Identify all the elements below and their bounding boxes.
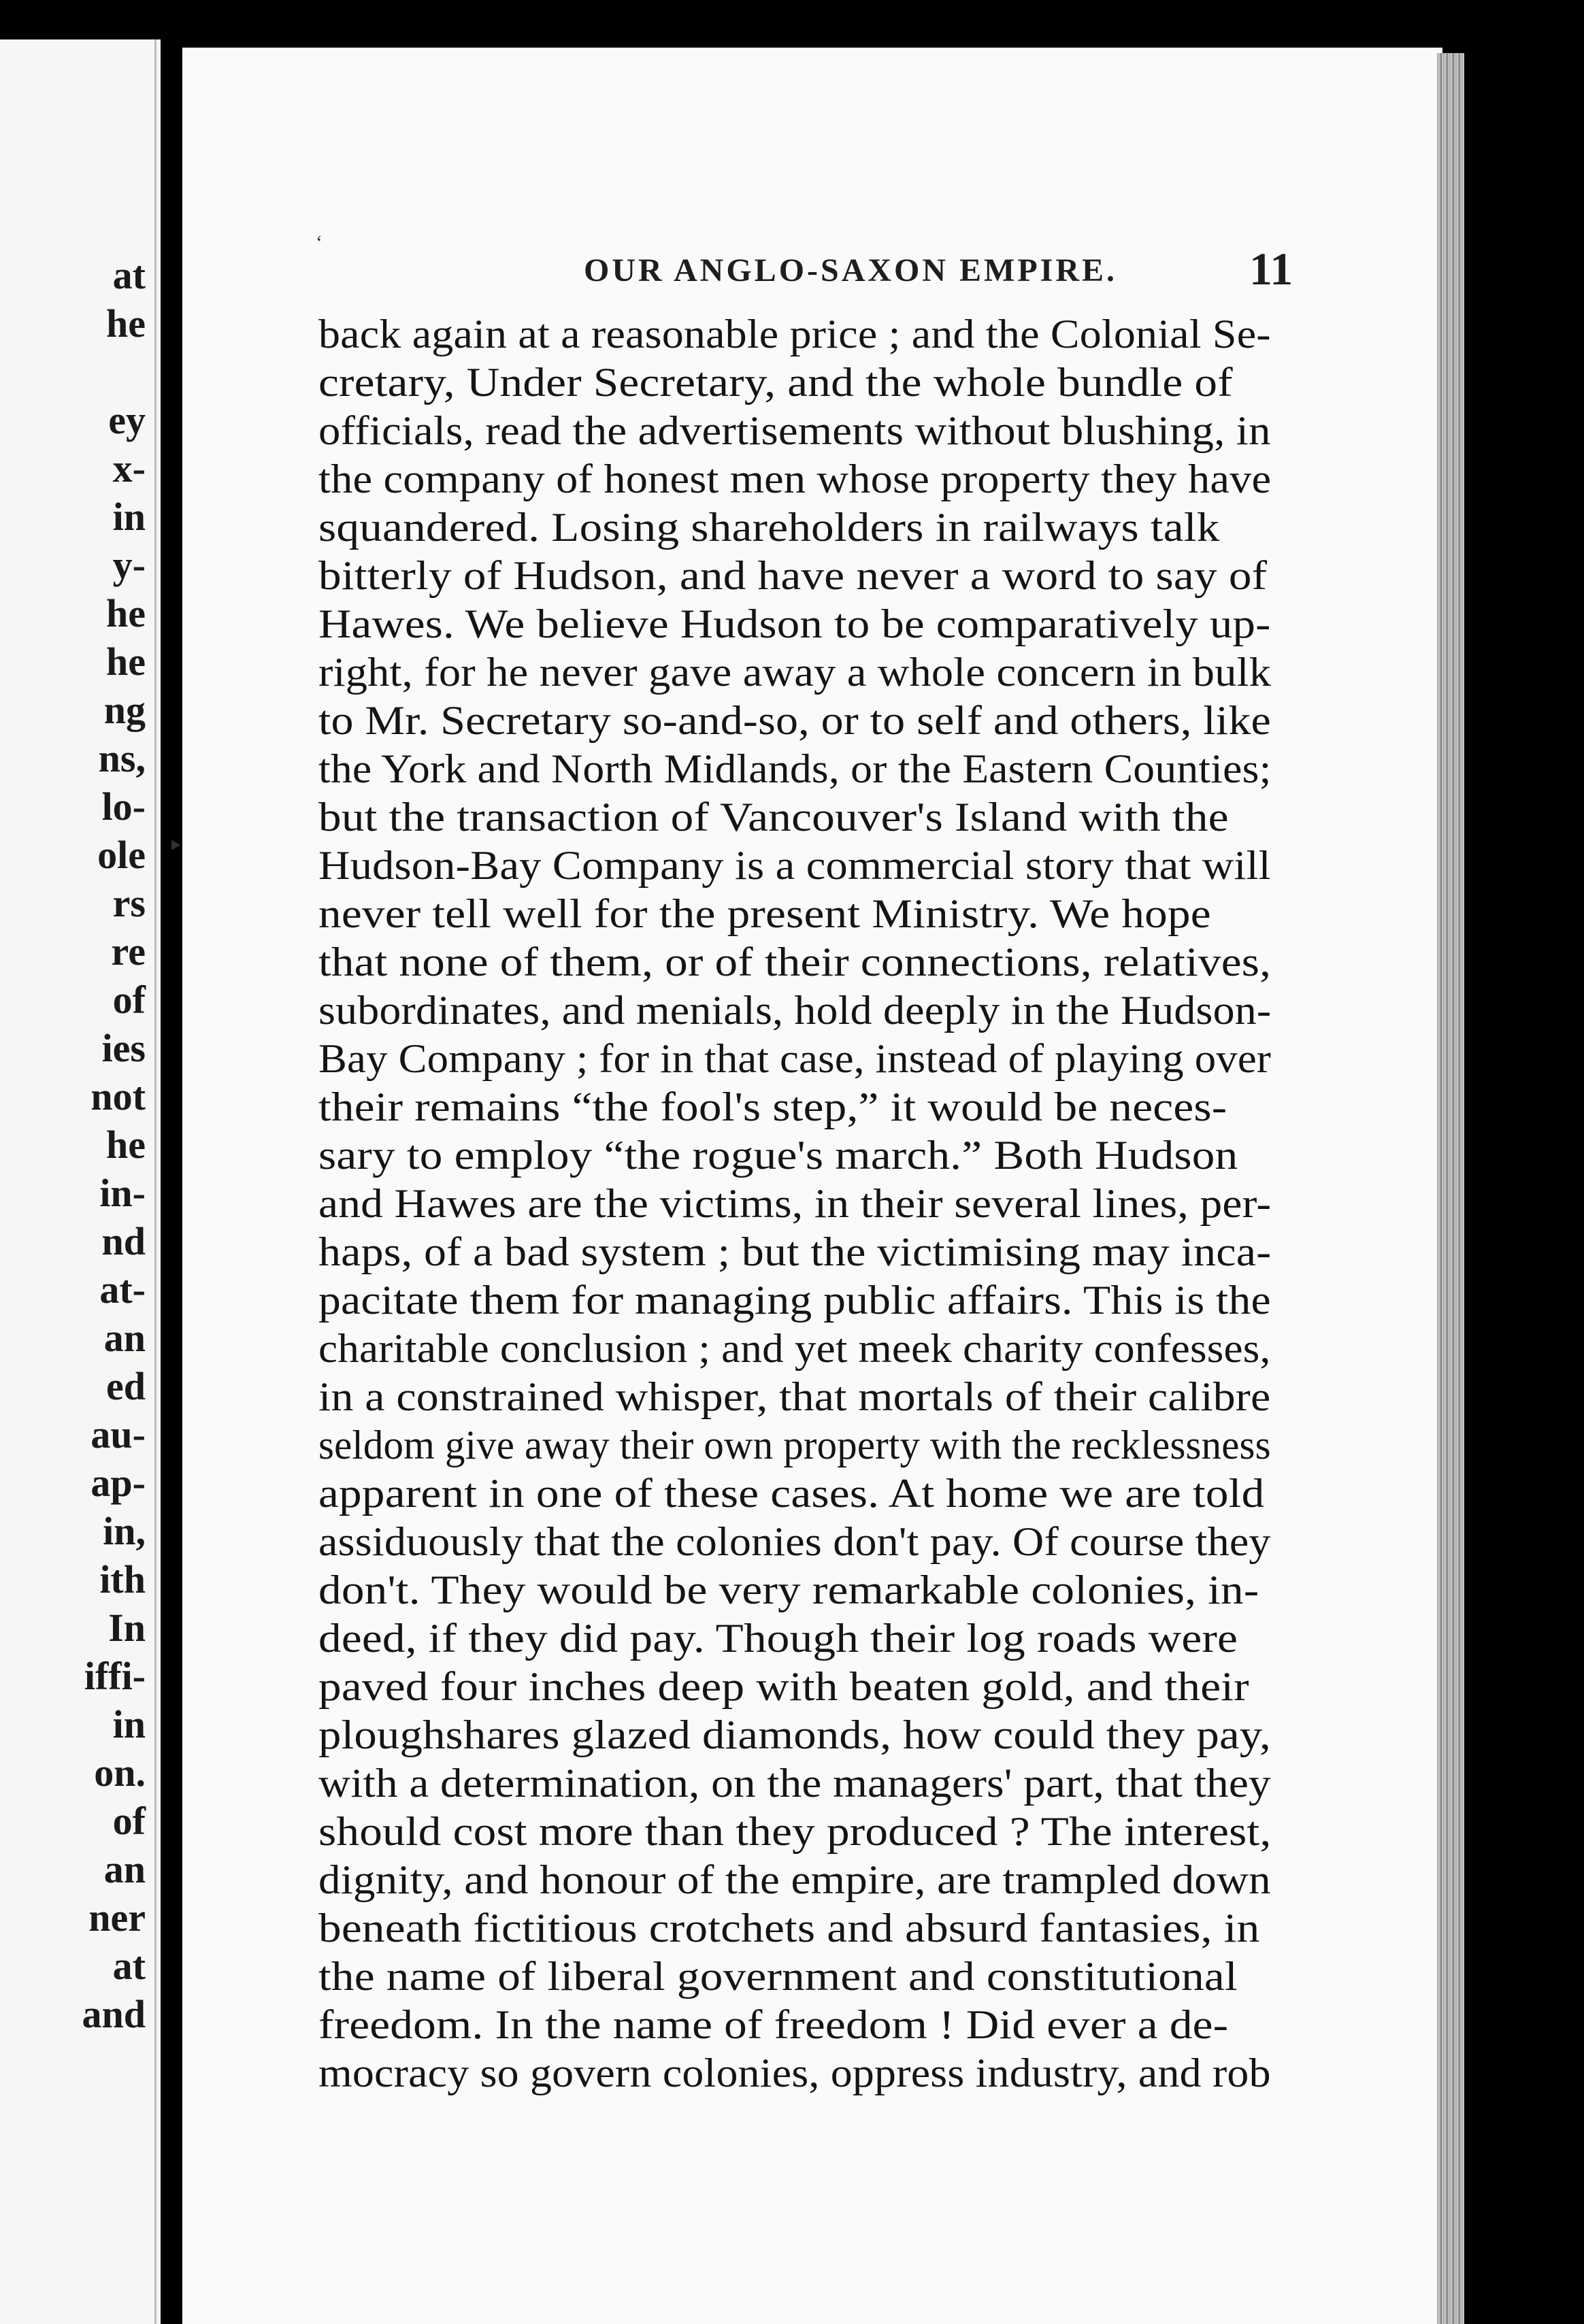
adjacent-text-fragment: on. bbox=[94, 1750, 146, 1795]
text-line: the company of honest men whose property they have bbox=[318, 456, 1272, 501]
page-number: 11 bbox=[1249, 243, 1293, 295]
text-line: apparent in one of these cases. At home we are told bbox=[318, 1471, 1265, 1516]
adjacent-text-fragment: ng bbox=[103, 688, 146, 732]
text-line: haps, of a bad system ; but the victimising may inca- bbox=[318, 1229, 1272, 1274]
text-line: the York and North Midlands, or the Eastern Counties; bbox=[318, 746, 1272, 791]
adjacent-text-fragment: ole bbox=[97, 833, 146, 877]
adjacent-page-text bbox=[0, 39, 161, 2324]
adjacent-text-fragment: at bbox=[112, 1944, 146, 1988]
text-line: Hawes. We believe Hudson to be comparatively up- bbox=[318, 601, 1271, 646]
text-line: freedom. In the name of freedom ! Did ever a de- bbox=[318, 2002, 1229, 2047]
adjacent-text-fragment: ey bbox=[108, 398, 146, 442]
text-line: never tell well for the present Ministry. We hope bbox=[318, 891, 1211, 936]
text-line: dignity, and honour of the empire, are trampled down bbox=[318, 1857, 1271, 1902]
stray-mark: ‘ bbox=[316, 231, 323, 254]
text-line: charitable conclusion ; and yet meek charity confesses, bbox=[318, 1326, 1271, 1371]
text-line: back again at a reasonable price ; and the Colonial Se- bbox=[318, 312, 1271, 356]
text-line: sary to employ “the rogue's march.” Both Hudson bbox=[318, 1133, 1238, 1178]
adjacent-text-fragment: ies bbox=[101, 1026, 146, 1070]
adjacent-text-fragment: nd bbox=[101, 1219, 146, 1263]
adjacent-text-fragment: he bbox=[106, 591, 146, 635]
text-line: paved four inches deep with beaten gold, and their bbox=[318, 1664, 1249, 1709]
text-line: don't. They would be very remarkable colonies, in- bbox=[318, 1567, 1259, 1612]
adjacent-text-fragment: of bbox=[112, 978, 146, 1022]
body-text bbox=[318, 310, 1271, 2097]
text-line: the name of liberal government and constitutional bbox=[318, 1954, 1238, 1999]
text-line: officials, read the advertisements without blushing, in bbox=[318, 408, 1271, 453]
adjacent-text-fragment: he bbox=[106, 640, 146, 684]
stray-mark: ‣ bbox=[167, 831, 184, 861]
text-line: ploughshares glazed diamonds, how could they pay, bbox=[318, 1712, 1271, 1757]
adjacent-text-fragment: in bbox=[112, 1702, 146, 1746]
text-line: mocracy so govern colonies, oppress industry, and rob bbox=[318, 2051, 1271, 2095]
text-line: with a determination, on the managers' part, that they bbox=[318, 1761, 1271, 1806]
adjacent-text-fragment: at- bbox=[99, 1267, 146, 1312]
adjacent-text-fragment: au- bbox=[90, 1412, 146, 1457]
page-edges bbox=[1437, 53, 1464, 2324]
adjacent-text-fragment: ns, bbox=[98, 736, 146, 780]
adjacent-text-fragment: of bbox=[112, 1799, 146, 1843]
text-line: seldom give away their own property with the recklessness bbox=[318, 1423, 1271, 1467]
adjacent-text-fragment: re bbox=[111, 929, 146, 974]
text-line: subordinates, and menials, hold deeply in the Hudson- bbox=[318, 988, 1272, 1033]
text-line: in a constrained whisper, that mortals of their calibre bbox=[318, 1374, 1271, 1419]
text-line: bitterly of Hudson, and have never a word to say of bbox=[318, 553, 1268, 598]
adjacent-text-fragment: ner bbox=[88, 1895, 146, 1940]
text-line: their remains “the fool's step,” it would be neces- bbox=[318, 1084, 1227, 1129]
adjacent-text-fragment: in bbox=[112, 495, 146, 539]
adjacent-text-fragment: lo- bbox=[101, 784, 146, 829]
adjacent-text-fragment: x- bbox=[112, 446, 146, 491]
adjacent-text-fragment: ith bbox=[99, 1557, 146, 1601]
adjacent-text-fragment: at bbox=[112, 253, 146, 297]
adjacent-text-fragment: iffi- bbox=[84, 1654, 146, 1698]
book-gutter bbox=[161, 0, 185, 2324]
text-line: right, for he never gave away a whole concern in bulk bbox=[318, 650, 1272, 695]
adjacent-text-fragment: not bbox=[90, 1074, 146, 1118]
adjacent-text-fragment: an bbox=[103, 1316, 146, 1360]
running-head: OUR ANGLO-SAXON EMPIRE. bbox=[584, 252, 1118, 288]
text-line: cretary, Under Secretary, and the whole bundle of bbox=[318, 360, 1233, 405]
text-line: to Mr. Secretary so-and-so, or to self and others, like bbox=[318, 698, 1272, 743]
adjacent-page bbox=[0, 39, 161, 2324]
book-page bbox=[167, 48, 1442, 2324]
adjacent-text-fragment: in- bbox=[99, 1171, 146, 1215]
text-line: deed, if they did pay. Though their log roads were bbox=[318, 1616, 1238, 1661]
adjacent-text-fragment: ap- bbox=[90, 1461, 146, 1505]
text-line: Hudson-Bay Company is a commercial story that will bbox=[318, 843, 1271, 888]
adjacent-text-fragment: rs bbox=[112, 881, 146, 925]
text-line: but the transaction of Vancouver's Island with the bbox=[318, 795, 1229, 840]
text-line: and Hawes are the victims, in their several lines, per- bbox=[318, 1181, 1272, 1226]
text-line: beneath fictitious crotchets and absurd fantasies, in bbox=[318, 1906, 1260, 1950]
text-line: assiduously that the colonies don't pay. Of course they bbox=[318, 1519, 1271, 1564]
adjacent-text-fragment: and bbox=[82, 1992, 146, 2036]
adjacent-text-fragment: In bbox=[108, 1606, 146, 1650]
adjacent-text-fragment: in, bbox=[103, 1509, 146, 1553]
text-line: squandered. Losing shareholders in railways talk bbox=[318, 505, 1220, 550]
adjacent-text-fragment: an bbox=[103, 1847, 146, 1891]
page-fold-shadow bbox=[154, 39, 156, 2324]
text-line: pacitate them for managing public affairs. This is the bbox=[318, 1278, 1271, 1323]
scan-background bbox=[1464, 0, 1584, 2324]
adjacent-text-fragment: y- bbox=[112, 543, 146, 587]
text-line: should cost more than they produced ? The interest, bbox=[318, 1809, 1272, 1854]
text-line: that none of them, or of their connections, relatives, bbox=[318, 940, 1272, 984]
adjacent-text-fragment: he bbox=[106, 1123, 146, 1167]
adjacent-text-fragment: he bbox=[106, 301, 146, 346]
text-line: Bay Company ; for in that case, instead of playing over bbox=[318, 1036, 1271, 1081]
adjacent-text-fragment: ed bbox=[106, 1364, 146, 1408]
